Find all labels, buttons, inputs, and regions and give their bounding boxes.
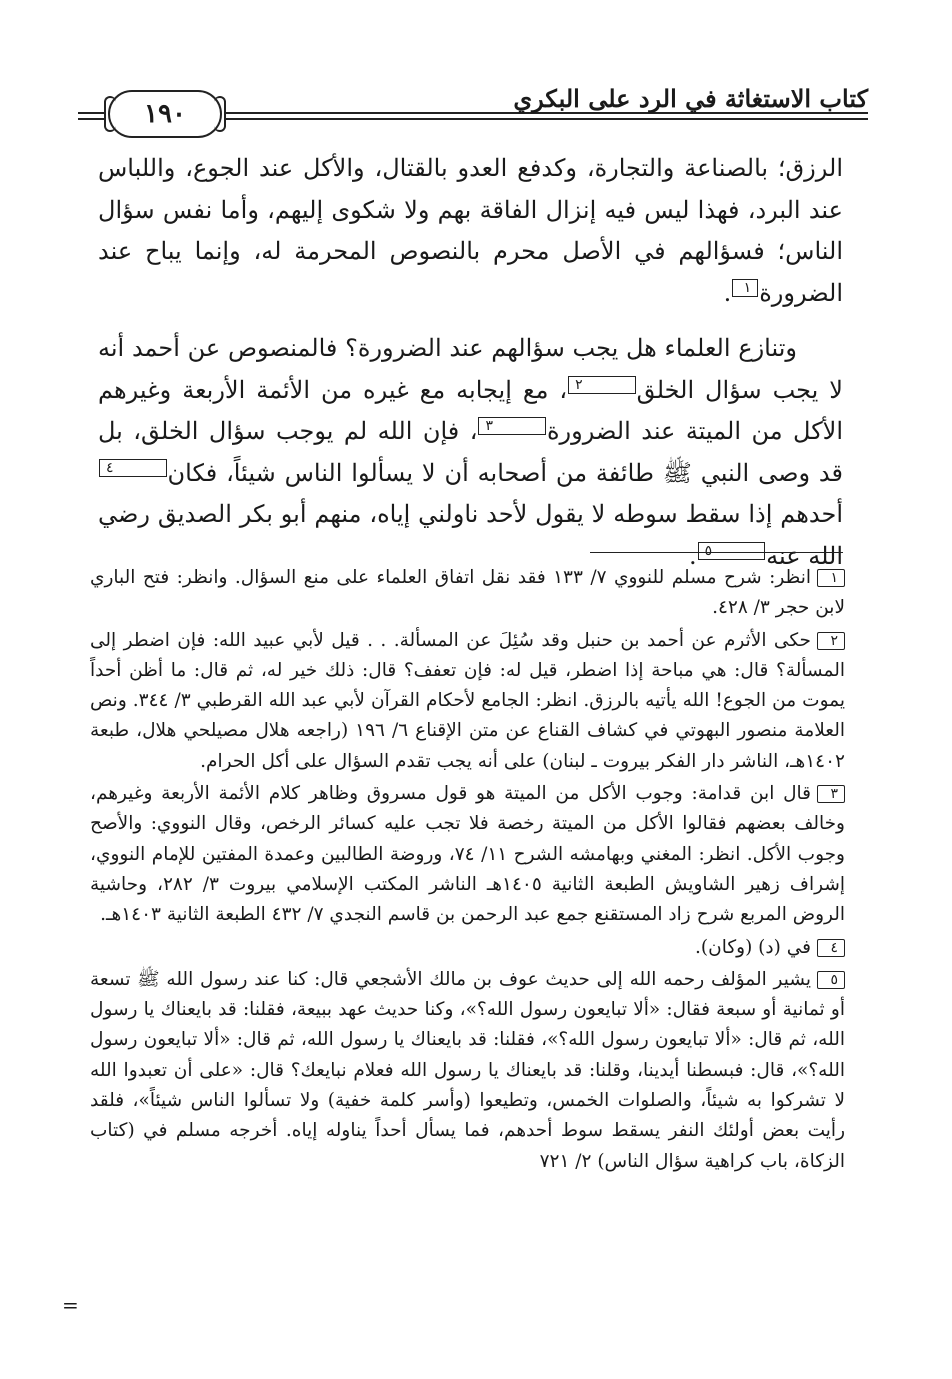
- footnotes: [90, 563, 845, 1179]
- footnote-separator: [590, 552, 843, 553]
- footnote-number: ٥: [817, 971, 845, 989]
- paragraph-1: [98, 148, 843, 314]
- footnote-text: انظر: شرح مسلم للنووي ٧/ ١٣٣ فقد نقل اتفاق العلماء على منع السؤال. وانظر: فتح الباري لابن حجر ٣/ ٤٢٨.: [90, 567, 845, 619]
- paragraph-1-end: .: [723, 278, 732, 307]
- paragraph-2-part-4: أحدهم إذا سقط سوطه لا يقول لأحد ناولني إياه، منهم أبو بكر الصديق رضي الله عنه: [98, 500, 843, 570]
- page-number-badge: [108, 90, 222, 138]
- footnote-number: ٢: [817, 632, 845, 650]
- footnote-2: [90, 626, 845, 777]
- footnote-ref-4[interactable]: ٤: [99, 459, 167, 477]
- footnote-number: ١: [817, 569, 845, 587]
- footnote-1: [90, 563, 845, 624]
- footnote-ref-5[interactable]: ٥: [698, 542, 766, 560]
- footnote-text: يشير المؤلف رحمه الله إلى حديث عوف بن مالك الأشجعي قال: كنا عند رسول الله ﷺ تسعة أو ثمانية أو سبعة فقال: «ألا تبايعون رسول الله؟»، وكنا حديث عهد ببيعة، فقلنا: قد بايعناك يا رسول الله، ثم قال: «ألا تبايعون رسول الله؟»، فقلنا: قد بايعناك يا رسول الله، ثم قال: «ألا تبايعون رسول الله؟»، قال: فبسطنا أيدينا، وقلنا: قد بايعناك يا رسول الله فعلام نبايعك؟ قال: «على أن تعبدوا الله لا تشركوا به شيئاً، والصلوات الخمس، وتطيعوا (وأسر كلمة خفية) ولا تسألوا الناس شيئاً»، فلقد رأيت بعض أولئك النفر يسقط سوط أحدهم، فما يسأل أحداً يناوله إياه. أخرجه مسلم في (كتاب الزكاة، باب كراهية سؤال الناس) ٢/ ٧٢١: [90, 968, 845, 1172]
- footnote-ref-3[interactable]: ٣: [478, 417, 546, 435]
- continuation-mark: =: [62, 1293, 79, 1317]
- paragraph-2: [98, 328, 843, 577]
- header-rule-left-bottom: [78, 118, 104, 120]
- paragraph-2-part-1: وتنازع العلماء هل يجب سؤالهم عند الضرورة؟ فالمنصوص عن أحمد أنه لا يجب سؤال الخلق: [98, 334, 843, 404]
- footnote-text: حكى الأثرم عن أحمد بن حنبل وقد سُئِلَ عن المسألة. . . قيل لأبي عبيد الله: فإن اضطر إلى المسألة؟ قال: هي مباحة إذا اضطر، قيل له: فإن تعفف؟ قال: ذلك خير له، ثم قال: ما أظن أحداً يموت من الجوع! الله يأتيه بالرزق. انظر: الجامع لأحكام القرآن لأبي عبد الله القرطبي ٣/ ٣٤٤. ونص العلامة منصور البهوتي في كشاف القناع عن متن الإقناع ٦/ ١٩٦ (راجعه هلال مصيلحي هلال، طبعة ١٤٠٢هـ، الناشر دار الفكر بيروت ـ لبنان) على أنه يجب تقدم السؤال على أكل الحرام.: [90, 629, 845, 772]
- footnote-ref-1[interactable]: ١: [732, 279, 758, 297]
- paragraph-2-end: .: [688, 541, 697, 570]
- header-rule-bottom: [226, 118, 868, 120]
- footnote-3: [90, 779, 845, 930]
- page-number: ١٩٠: [144, 99, 186, 129]
- footnote-text: قال ابن قدامة: وجوب الأكل من الميتة هو قول مسروق وظاهر كلام الأئمة الأربعة وغيرهم، وخالف بعضهم فقالوا الأكل من الميتة رخصة فلا تجب عليه كسائر الرخص، وقال النووي: والأصح وجوب الأكل. انظر: المغني وبهامشه الشرح ١١/ ٧٤، وروضة الطالبين وعمدة المفتين للإمام النووي، إشراف زهير الشاويش الطبعة الثانية ١٤٠٥هـ الناشر المكتب الإسلامي بيروت ٣/ ٢٨٢، وحاشية الروض المربع شرح زاد المستقنع جمع عبد الرحمن بن قاسم النجدي ٧/ ٤٣٢ الطبعة الثانية ١٤٠٣هـ.: [90, 783, 845, 926]
- footnote-number: ٤: [817, 939, 845, 957]
- paragraph-1-text: الرزق؛ بالصناعة والتجارة، وكدفع العدو بالقتال، والأكل عند الجوع، واللباس عند البرد، فهذا ليس فيه إنزال الفاقة بهم ولا شكوى إليهم، وأما نفس سؤال الناس؛ فسؤالهم في الأصل محرم بالنصوص المحرمة له، وإنما يباح عند الضرورة: [98, 154, 843, 307]
- paragraph-2-part-3: ، فإن الله لم يوجب سؤال الخلق، بل قد وصى النبي ﷺ طائفة من أصحابه أن لا يسألوا الناس شيئاً، فكان: [98, 417, 843, 487]
- footnote-number: ٣: [817, 785, 845, 803]
- footnote-5: [90, 965, 845, 1177]
- footnote-ref-2[interactable]: ٢: [568, 376, 636, 394]
- header-rule-left-top: [78, 112, 104, 114]
- book-title: كتاب الاستغاثة في الرد على البكري: [513, 84, 868, 113]
- paragraph-2-part-2: ، مع إيجابه مع غيره من الأئمة الأربعة وغيرهم الأكل من الميتة عند الضرورة: [98, 375, 843, 445]
- footnote-4: [90, 933, 845, 963]
- footnote-text: في (د) (وكان).: [695, 936, 811, 958]
- page-header: [78, 78, 868, 148]
- main-text: [98, 148, 843, 577]
